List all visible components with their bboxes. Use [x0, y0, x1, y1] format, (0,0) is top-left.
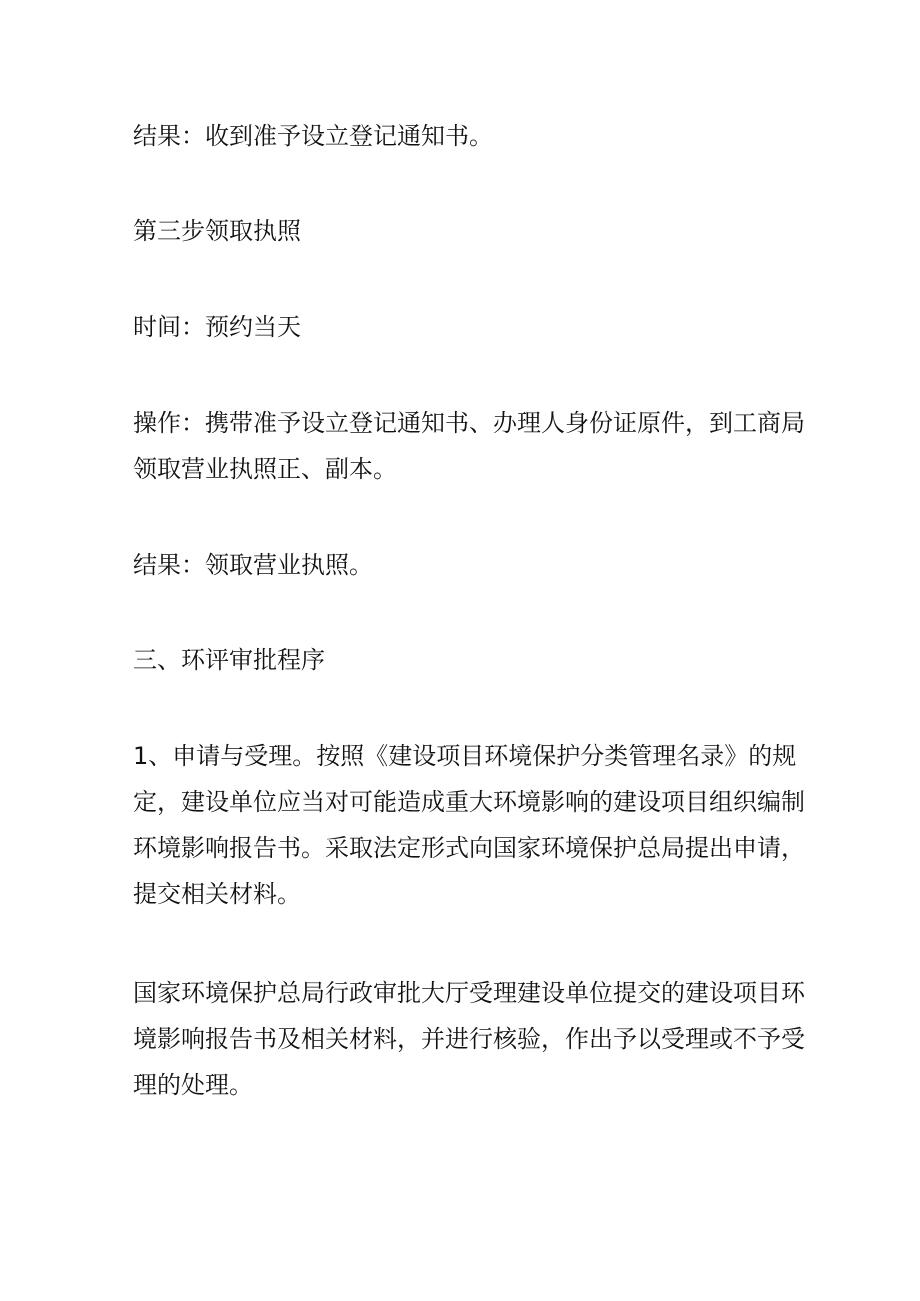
- text-line: 理的处理。: [133, 1071, 253, 1099]
- text-line: 结果：收到准予设立登记通知书。: [133, 122, 493, 150]
- acceptance-paragraph: [133, 970, 805, 1108]
- text-line: 操作：携带准予设立登记通知书、办理人身份证原件，到工商局: [133, 409, 805, 437]
- text-line: 领取营业执照正、副本。: [133, 455, 397, 483]
- time-paragraph: [133, 304, 788, 350]
- text-line: 1、申请与受理。按照《建设项目环境保护分类管理名录》的规: [133, 742, 797, 770]
- operation-paragraph: [133, 400, 805, 492]
- text-line: 定，建设单位应当对可能造成重大环境影响的建设项目组织编制: [133, 788, 805, 816]
- result-paragraph-2: [133, 542, 788, 588]
- text-line: 环境影响报告书。采取法定形式向国家环境保护总局提出申请，: [133, 834, 805, 862]
- application-paragraph: [133, 733, 805, 917]
- text-line: 境影响报告书及相关材料，并进行核验，作出予以受理或不予受: [133, 1025, 805, 1053]
- result-paragraph-1: [133, 113, 788, 159]
- text-line: 第三步领取执照: [133, 217, 301, 245]
- text-line: 时间：预约当天: [133, 313, 301, 341]
- text-line: 三、环评审批程序: [133, 646, 325, 674]
- step-three-heading: [133, 208, 788, 254]
- text-line: 结果：领取营业执照。: [133, 551, 373, 579]
- text-line: 提交相关材料。: [133, 880, 301, 908]
- text-line: 国家环境保护总局行政审批大厅受理建设单位提交的建设项目环: [133, 979, 805, 1007]
- section-three-heading: [133, 637, 788, 683]
